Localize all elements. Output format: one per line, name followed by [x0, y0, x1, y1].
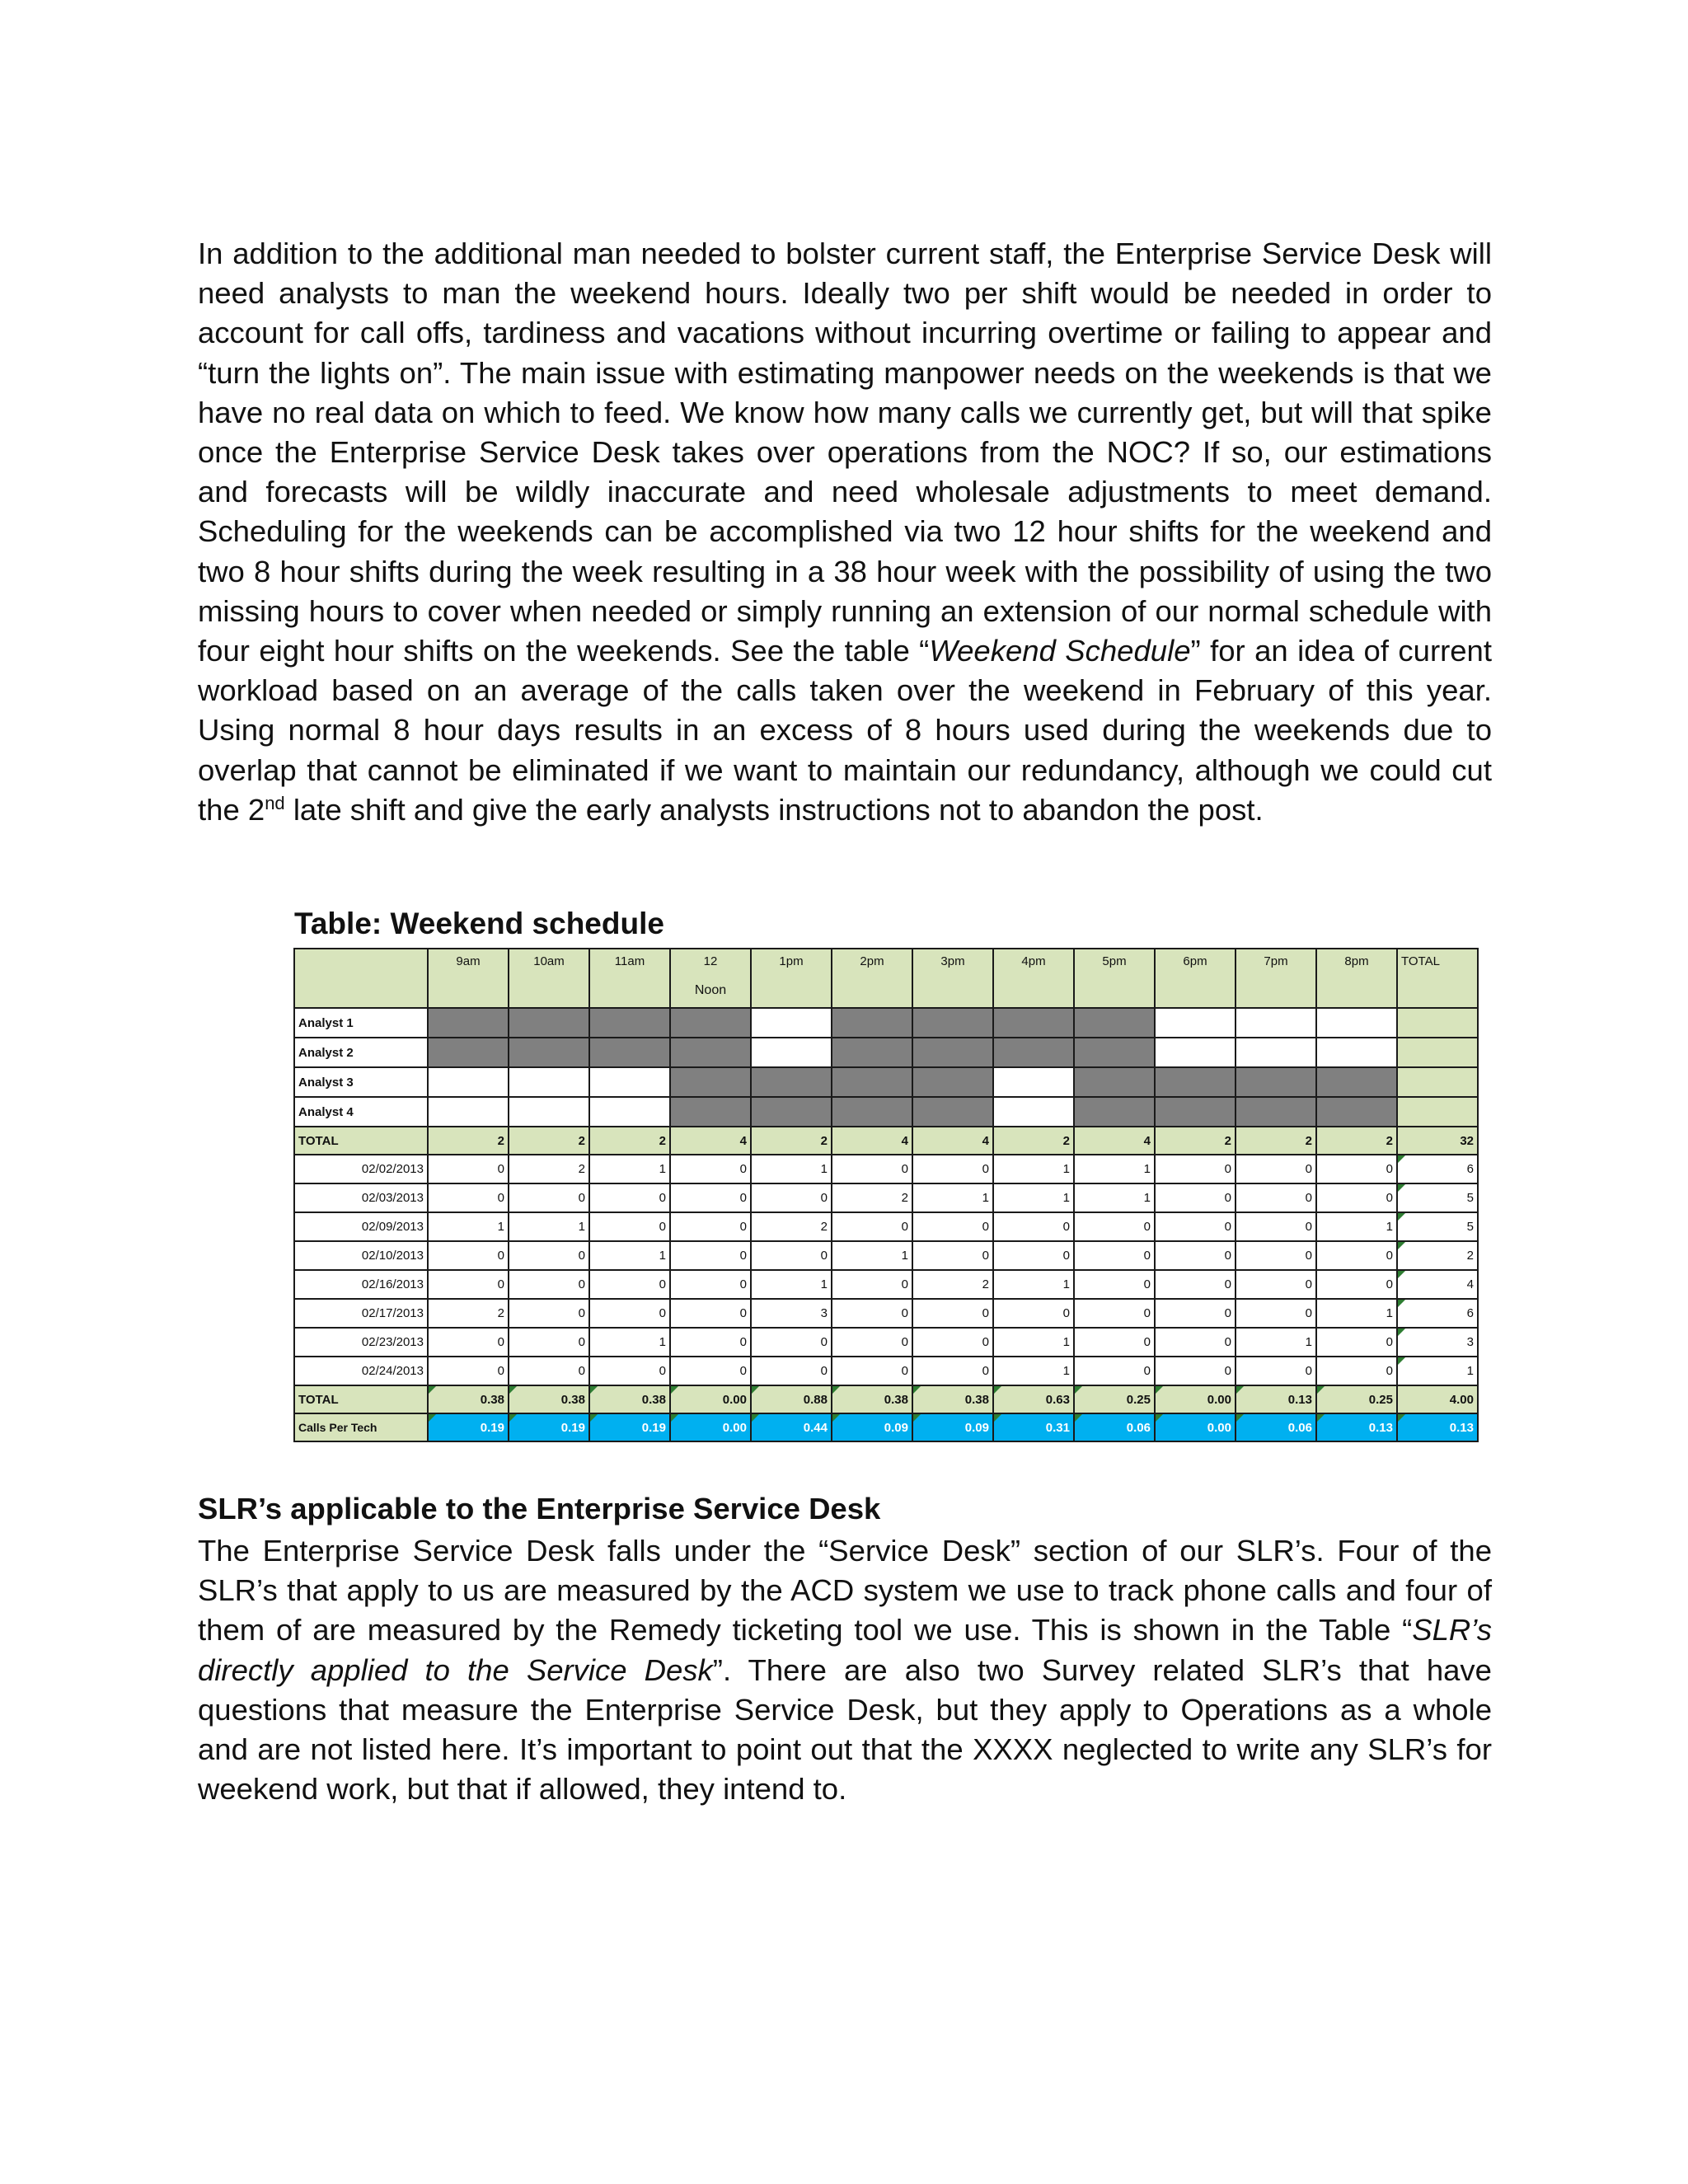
- call-count: 0: [751, 1183, 832, 1212]
- call-count: 1: [1316, 1299, 1397, 1328]
- analyst-label: Analyst 1: [294, 1008, 428, 1038]
- call-count: 0: [1316, 1357, 1397, 1385]
- date-label: 02/03/2013: [294, 1183, 428, 1212]
- calls-per-tech-value: 0.00: [670, 1413, 751, 1441]
- calls-per-tech-value: 0.06: [1074, 1413, 1155, 1441]
- coverage-total-label: TOTAL: [294, 1127, 428, 1155]
- shift-off-cell: [1236, 1008, 1316, 1038]
- call-count: 1: [751, 1270, 832, 1299]
- header-corner-cell: [294, 949, 428, 1008]
- hour-label: 2pm: [860, 954, 884, 968]
- hour-header: [1155, 949, 1236, 1008]
- call-count: 0: [1155, 1183, 1236, 1212]
- call-count: 0: [428, 1328, 509, 1357]
- hour-header: [509, 949, 589, 1008]
- call-count: 0: [1155, 1212, 1236, 1241]
- call-count: 1: [1074, 1183, 1155, 1212]
- calls-per-tech-value: 0.13: [1316, 1413, 1397, 1441]
- average-value: 0.25: [1074, 1385, 1155, 1413]
- calls-per-tech-value: 0.09: [832, 1413, 912, 1441]
- hour-header: [751, 949, 832, 1008]
- date-label: 02/23/2013: [294, 1328, 428, 1357]
- call-count: 0: [912, 1299, 993, 1328]
- analyst-total-cell: [1397, 1067, 1478, 1097]
- calls-per-tech-value: 0.44: [751, 1413, 832, 1441]
- shift-off-cell: [509, 1097, 589, 1127]
- average-value: 0.38: [912, 1385, 993, 1413]
- analyst-total-cell: [1397, 1038, 1478, 1067]
- call-count: 0: [509, 1270, 589, 1299]
- shift-on-cell: [589, 1038, 670, 1067]
- calls-per-tech-value: 0.19: [509, 1413, 589, 1441]
- call-count: 0: [589, 1299, 670, 1328]
- italic-table-reference: SLR’s directly applied to the Service Desk: [198, 1613, 1492, 1687]
- italic-table-reference: Weekend Schedule: [929, 634, 1191, 668]
- day-total: 5: [1397, 1212, 1478, 1241]
- shift-on-cell: [1316, 1067, 1397, 1097]
- call-count: 0: [670, 1357, 751, 1385]
- call-count: 0: [428, 1183, 509, 1212]
- average-value: 0.00: [670, 1385, 751, 1413]
- call-count: 0: [1316, 1155, 1397, 1183]
- day-total: 3: [1397, 1328, 1478, 1357]
- day-total: 6: [1397, 1299, 1478, 1328]
- call-count: 3: [751, 1299, 832, 1328]
- calls-per-tech-value: 0.31: [993, 1413, 1074, 1441]
- shift-off-cell: [993, 1097, 1074, 1127]
- shift-on-cell: [912, 1067, 993, 1097]
- shift-off-cell: [589, 1097, 670, 1127]
- analyst-row: [294, 1008, 1478, 1038]
- call-count: 0: [1316, 1270, 1397, 1299]
- call-count: 0: [993, 1241, 1074, 1270]
- call-count: 0: [751, 1241, 832, 1270]
- shift-on-cell: [1236, 1097, 1316, 1127]
- noon-label: Noon: [694, 983, 727, 997]
- call-count: 0: [912, 1212, 993, 1241]
- call-count: 0: [589, 1183, 670, 1212]
- shift-off-cell: [1236, 1038, 1316, 1067]
- shift-on-cell: [589, 1008, 670, 1038]
- call-count: 1: [1074, 1155, 1155, 1183]
- average-total-label: TOTAL: [294, 1385, 428, 1413]
- shift-off-cell: [993, 1067, 1074, 1097]
- hour-label: 10am: [533, 954, 565, 968]
- coverage-count: 2: [751, 1127, 832, 1155]
- date-label: 02/09/2013: [294, 1212, 428, 1241]
- shift-on-cell: [832, 1008, 912, 1038]
- shift-off-cell: [751, 1008, 832, 1038]
- call-count: 0: [1236, 1270, 1316, 1299]
- calls-per-tech-total: 0.13: [1397, 1413, 1478, 1441]
- call-count: 1: [589, 1155, 670, 1183]
- call-count: 0: [509, 1328, 589, 1357]
- call-count: 0: [912, 1328, 993, 1357]
- shift-on-cell: [670, 1038, 751, 1067]
- hour-header: [1316, 949, 1397, 1008]
- call-count: 1: [993, 1328, 1074, 1357]
- call-count: 0: [509, 1357, 589, 1385]
- shift-on-cell: [993, 1038, 1074, 1067]
- shift-off-cell: [1155, 1008, 1236, 1038]
- call-count: 0: [1074, 1270, 1155, 1299]
- paragraph-text: late shift and give the early analysts instructions not to abandon the post.: [284, 792, 1264, 827]
- calls-per-tech-value: 0.09: [912, 1413, 993, 1441]
- call-count: 0: [751, 1357, 832, 1385]
- coverage-total-row: [294, 1127, 1478, 1155]
- paragraph-slr: [198, 1531, 1492, 1809]
- analyst-label: Analyst 3: [294, 1067, 428, 1097]
- call-count: 0: [509, 1241, 589, 1270]
- hour-header: [1236, 949, 1316, 1008]
- shift-off-cell: [428, 1097, 509, 1127]
- calls-per-tech-value: 0.06: [1236, 1413, 1316, 1441]
- call-count: 0: [1316, 1328, 1397, 1357]
- call-count: 0: [912, 1155, 993, 1183]
- call-count: 2: [912, 1270, 993, 1299]
- hour-label: 12: [703, 954, 718, 968]
- coverage-count: 4: [832, 1127, 912, 1155]
- call-count: 1: [993, 1155, 1074, 1183]
- call-count: 2: [751, 1212, 832, 1241]
- call-count: 0: [1074, 1299, 1155, 1328]
- paragraph-text: ” for an idea of current workload based on an average of the calls taken over the weekend in February of this year. Using normal 8 hour days results in an excess of 8 hours used during the weekends due to overlap that cannot be eliminated if we want to maintain our redundancy, although we could cut the 2: [198, 634, 1492, 827]
- call-count: 0: [1074, 1241, 1155, 1270]
- call-count: 0: [1155, 1155, 1236, 1183]
- shift-off-cell: [509, 1067, 589, 1097]
- shift-on-cell: [912, 1008, 993, 1038]
- call-count: 0: [1316, 1183, 1397, 1212]
- call-count: 2: [428, 1299, 509, 1328]
- shift-off-cell: [589, 1067, 670, 1097]
- shift-on-cell: [670, 1067, 751, 1097]
- call-count: 0: [1155, 1270, 1236, 1299]
- call-count: 0: [1074, 1212, 1155, 1241]
- shift-off-cell: [1155, 1038, 1236, 1067]
- shift-on-cell: [670, 1097, 751, 1127]
- average-value: 0.38: [428, 1385, 509, 1413]
- call-count: 2: [509, 1155, 589, 1183]
- call-count: 0: [751, 1328, 832, 1357]
- call-count: 0: [832, 1155, 912, 1183]
- coverage-count: 2: [1155, 1127, 1236, 1155]
- shift-on-cell: [509, 1038, 589, 1067]
- date-label: 02/16/2013: [294, 1270, 428, 1299]
- average-total-row: [294, 1385, 1478, 1413]
- average-value: 0.38: [509, 1385, 589, 1413]
- coverage-count: 2: [1236, 1127, 1316, 1155]
- average-grand-total: 4.00: [1397, 1385, 1478, 1413]
- call-count: 0: [670, 1155, 751, 1183]
- call-count: 0: [1236, 1155, 1316, 1183]
- shift-on-cell: [428, 1008, 509, 1038]
- superscript-ordinal: nd: [265, 792, 285, 813]
- call-count: 0: [670, 1299, 751, 1328]
- call-count: 1: [589, 1328, 670, 1357]
- average-value: 0.38: [589, 1385, 670, 1413]
- shift-on-cell: [1074, 1097, 1155, 1127]
- shift-on-cell: [912, 1038, 993, 1067]
- call-count: 0: [832, 1357, 912, 1385]
- average-value: 0.38: [832, 1385, 912, 1413]
- shift-on-cell: [832, 1097, 912, 1127]
- calls-per-tech-value: 0.19: [428, 1413, 509, 1441]
- hour-label: 6pm: [1183, 954, 1207, 968]
- call-count: 0: [509, 1183, 589, 1212]
- analyst-total-cell: [1397, 1008, 1478, 1038]
- calls-per-tech-row: [294, 1413, 1478, 1441]
- coverage-count: 2: [509, 1127, 589, 1155]
- shift-on-cell: [1236, 1067, 1316, 1097]
- hour-label: 7pm: [1264, 954, 1288, 968]
- call-count: 0: [993, 1299, 1074, 1328]
- shift-on-cell: [993, 1008, 1074, 1038]
- call-count: 0: [428, 1270, 509, 1299]
- total-header: TOTAL: [1397, 949, 1478, 1008]
- paragraph-weekend-staffing: [198, 234, 1492, 830]
- shift-on-cell: [912, 1097, 993, 1127]
- call-count: 1: [509, 1212, 589, 1241]
- day-row: [294, 1270, 1478, 1299]
- call-count: 0: [670, 1241, 751, 1270]
- hour-label: 3pm: [940, 954, 965, 968]
- day-row: [294, 1299, 1478, 1328]
- day-row: [294, 1212, 1478, 1241]
- shift-on-cell: [1074, 1038, 1155, 1067]
- shift-on-cell: [751, 1067, 832, 1097]
- coverage-count: 4: [670, 1127, 751, 1155]
- call-count: 0: [428, 1357, 509, 1385]
- weekend-schedule-table-wrap: [293, 948, 1479, 1442]
- average-value: 0.00: [1155, 1385, 1236, 1413]
- hour-label: 4pm: [1021, 954, 1046, 968]
- call-count: 2: [832, 1183, 912, 1212]
- coverage-count: 2: [993, 1127, 1074, 1155]
- day-total: 6: [1397, 1155, 1478, 1183]
- call-count: 0: [912, 1241, 993, 1270]
- call-count: 0: [1155, 1328, 1236, 1357]
- coverage-count: 2: [428, 1127, 509, 1155]
- call-count: 0: [428, 1241, 509, 1270]
- shift-on-cell: [832, 1067, 912, 1097]
- analyst-row: [294, 1097, 1478, 1127]
- call-count: 0: [832, 1328, 912, 1357]
- call-count: 1: [832, 1241, 912, 1270]
- shift-on-cell: [1074, 1008, 1155, 1038]
- call-count: 0: [509, 1299, 589, 1328]
- paragraph-text: The Enterprise Service Desk falls under the “Service Desk” section of our SLR’s. Four of the SLR’s that apply to us are measured by the ACD system we use to track phone calls and four of them of are measured by the Remedy ticketing tool we use. This is shown in the Table “: [198, 1534, 1492, 1647]
- hour-label: 8pm: [1344, 954, 1369, 968]
- call-count: 1: [589, 1241, 670, 1270]
- call-count: 0: [1236, 1299, 1316, 1328]
- hour-header: [670, 949, 751, 1008]
- call-count: 0: [1155, 1357, 1236, 1385]
- shift-off-cell: [1316, 1008, 1397, 1038]
- hour-label: 1pm: [779, 954, 804, 968]
- call-count: 0: [1236, 1241, 1316, 1270]
- day-total: 5: [1397, 1183, 1478, 1212]
- call-count: 0: [1155, 1299, 1236, 1328]
- day-total: 2: [1397, 1241, 1478, 1270]
- call-count: 0: [1236, 1212, 1316, 1241]
- shift-on-cell: [1155, 1097, 1236, 1127]
- day-total: 1: [1397, 1357, 1478, 1385]
- coverage-count: 4: [1074, 1127, 1155, 1155]
- shift-on-cell: [1155, 1067, 1236, 1097]
- day-row: [294, 1183, 1478, 1212]
- header-row: [294, 949, 1478, 1008]
- call-count: 0: [993, 1212, 1074, 1241]
- call-count: 0: [832, 1212, 912, 1241]
- call-count: 0: [589, 1212, 670, 1241]
- call-count: 1: [751, 1155, 832, 1183]
- call-count: 0: [1155, 1241, 1236, 1270]
- day-row: [294, 1328, 1478, 1357]
- date-label: 02/10/2013: [294, 1241, 428, 1270]
- hour-label: 11am: [614, 954, 645, 968]
- hour-header: [589, 949, 670, 1008]
- call-count: 0: [1236, 1183, 1316, 1212]
- call-count: 1: [993, 1357, 1074, 1385]
- average-value: 0.13: [1236, 1385, 1316, 1413]
- analyst-label: Analyst 2: [294, 1038, 428, 1067]
- call-count: 1: [1236, 1328, 1316, 1357]
- date-label: 02/17/2013: [294, 1299, 428, 1328]
- analyst-label: Analyst 4: [294, 1097, 428, 1127]
- call-count: 0: [670, 1183, 751, 1212]
- call-count: 1: [428, 1212, 509, 1241]
- analyst-total-cell: [1397, 1097, 1478, 1127]
- call-count: 0: [670, 1270, 751, 1299]
- call-count: 1: [912, 1183, 993, 1212]
- average-value: 0.25: [1316, 1385, 1397, 1413]
- day-row: [294, 1357, 1478, 1385]
- date-label: 02/24/2013: [294, 1357, 428, 1385]
- call-count: 0: [670, 1328, 751, 1357]
- call-count: 0: [912, 1357, 993, 1385]
- hour-label: 9am: [456, 954, 481, 968]
- shift-on-cell: [509, 1008, 589, 1038]
- call-count: 1: [993, 1270, 1074, 1299]
- day-row: [294, 1155, 1478, 1183]
- coverage-grand-total: 32: [1397, 1127, 1478, 1155]
- calls-per-tech-label: Calls Per Tech: [294, 1413, 428, 1441]
- call-count: 0: [589, 1357, 670, 1385]
- calls-per-tech-value: 0.19: [589, 1413, 670, 1441]
- hour-header: [993, 949, 1074, 1008]
- paragraph-text: ”. There are also two Survey related SLR’s that have questions that measure the Enterprise Service Desk, but they apply to Operations as a whole and are not listed here. It’s important to point out that the XXXX neglected to write any SLR’s for weekend work, but that if allowed, they intend to.: [198, 1652, 1492, 1807]
- hour-header: [832, 949, 912, 1008]
- coverage-count: 4: [912, 1127, 993, 1155]
- shift-on-cell: [1074, 1067, 1155, 1097]
- call-count: 1: [1316, 1212, 1397, 1241]
- shift-on-cell: [1316, 1097, 1397, 1127]
- call-count: 0: [1316, 1241, 1397, 1270]
- shift-on-cell: [751, 1097, 832, 1127]
- day-total: 4: [1397, 1270, 1478, 1299]
- shift-on-cell: [832, 1038, 912, 1067]
- call-count: 0: [589, 1270, 670, 1299]
- shift-off-cell: [751, 1038, 832, 1067]
- call-count: 0: [670, 1212, 751, 1241]
- shift-off-cell: [428, 1067, 509, 1097]
- hour-label: 5pm: [1102, 954, 1127, 968]
- hour-header: [912, 949, 993, 1008]
- shift-off-cell: [1316, 1038, 1397, 1067]
- coverage-count: 2: [589, 1127, 670, 1155]
- shift-on-cell: [670, 1008, 751, 1038]
- average-value: 0.63: [993, 1385, 1074, 1413]
- call-count: 0: [1074, 1357, 1155, 1385]
- weekend-schedule-table: [293, 948, 1479, 1442]
- section-heading-slr: SLR’s applicable to the Enterprise Service Desk: [198, 1492, 881, 1526]
- coverage-count: 2: [1316, 1127, 1397, 1155]
- hour-header: [428, 949, 509, 1008]
- calls-per-tech-value: 0.00: [1155, 1413, 1236, 1441]
- date-label: 02/02/2013: [294, 1155, 428, 1183]
- day-row: [294, 1241, 1478, 1270]
- hour-header: [1074, 949, 1155, 1008]
- call-count: 0: [428, 1155, 509, 1183]
- call-count: 0: [1236, 1357, 1316, 1385]
- call-count: 0: [1074, 1328, 1155, 1357]
- analyst-row: [294, 1038, 1478, 1067]
- analyst-row: [294, 1067, 1478, 1097]
- table-title: Table: Weekend schedule: [294, 907, 664, 940]
- shift-on-cell: [428, 1038, 509, 1067]
- average-value: 0.88: [751, 1385, 832, 1413]
- call-count: 0: [832, 1270, 912, 1299]
- call-count: 1: [993, 1183, 1074, 1212]
- paragraph-text: In addition to the additional man needed to bolster current staff, the Enterprise Service Desk will need analysts to man the weekend hours. Ideally two per shift would be needed in order to account for call offs, tardiness and vacations without incurring overtime or failing to appear and “turn the lights on”. The main issue with estimating manpower needs on the weekends is that we have no real data on which to feed. We know how many calls we currently get, but will that spike once the Enterprise Service Desk takes over operations from the NOC? If so, our estimations and forecasts will be wildly inaccurate and need wholesale adjustments to meet demand. Scheduling for the weekends can be accomplished via two 12 hour shifts for the weekend and two 8 hour shifts during the week resulting in a 38 hour week with the possibility of using the two missing hours to cover when needed or simply running an extension of our normal schedule with four eight hour shifts on the weekends. See the table “: [198, 237, 1492, 668]
- call-count: 0: [832, 1299, 912, 1328]
